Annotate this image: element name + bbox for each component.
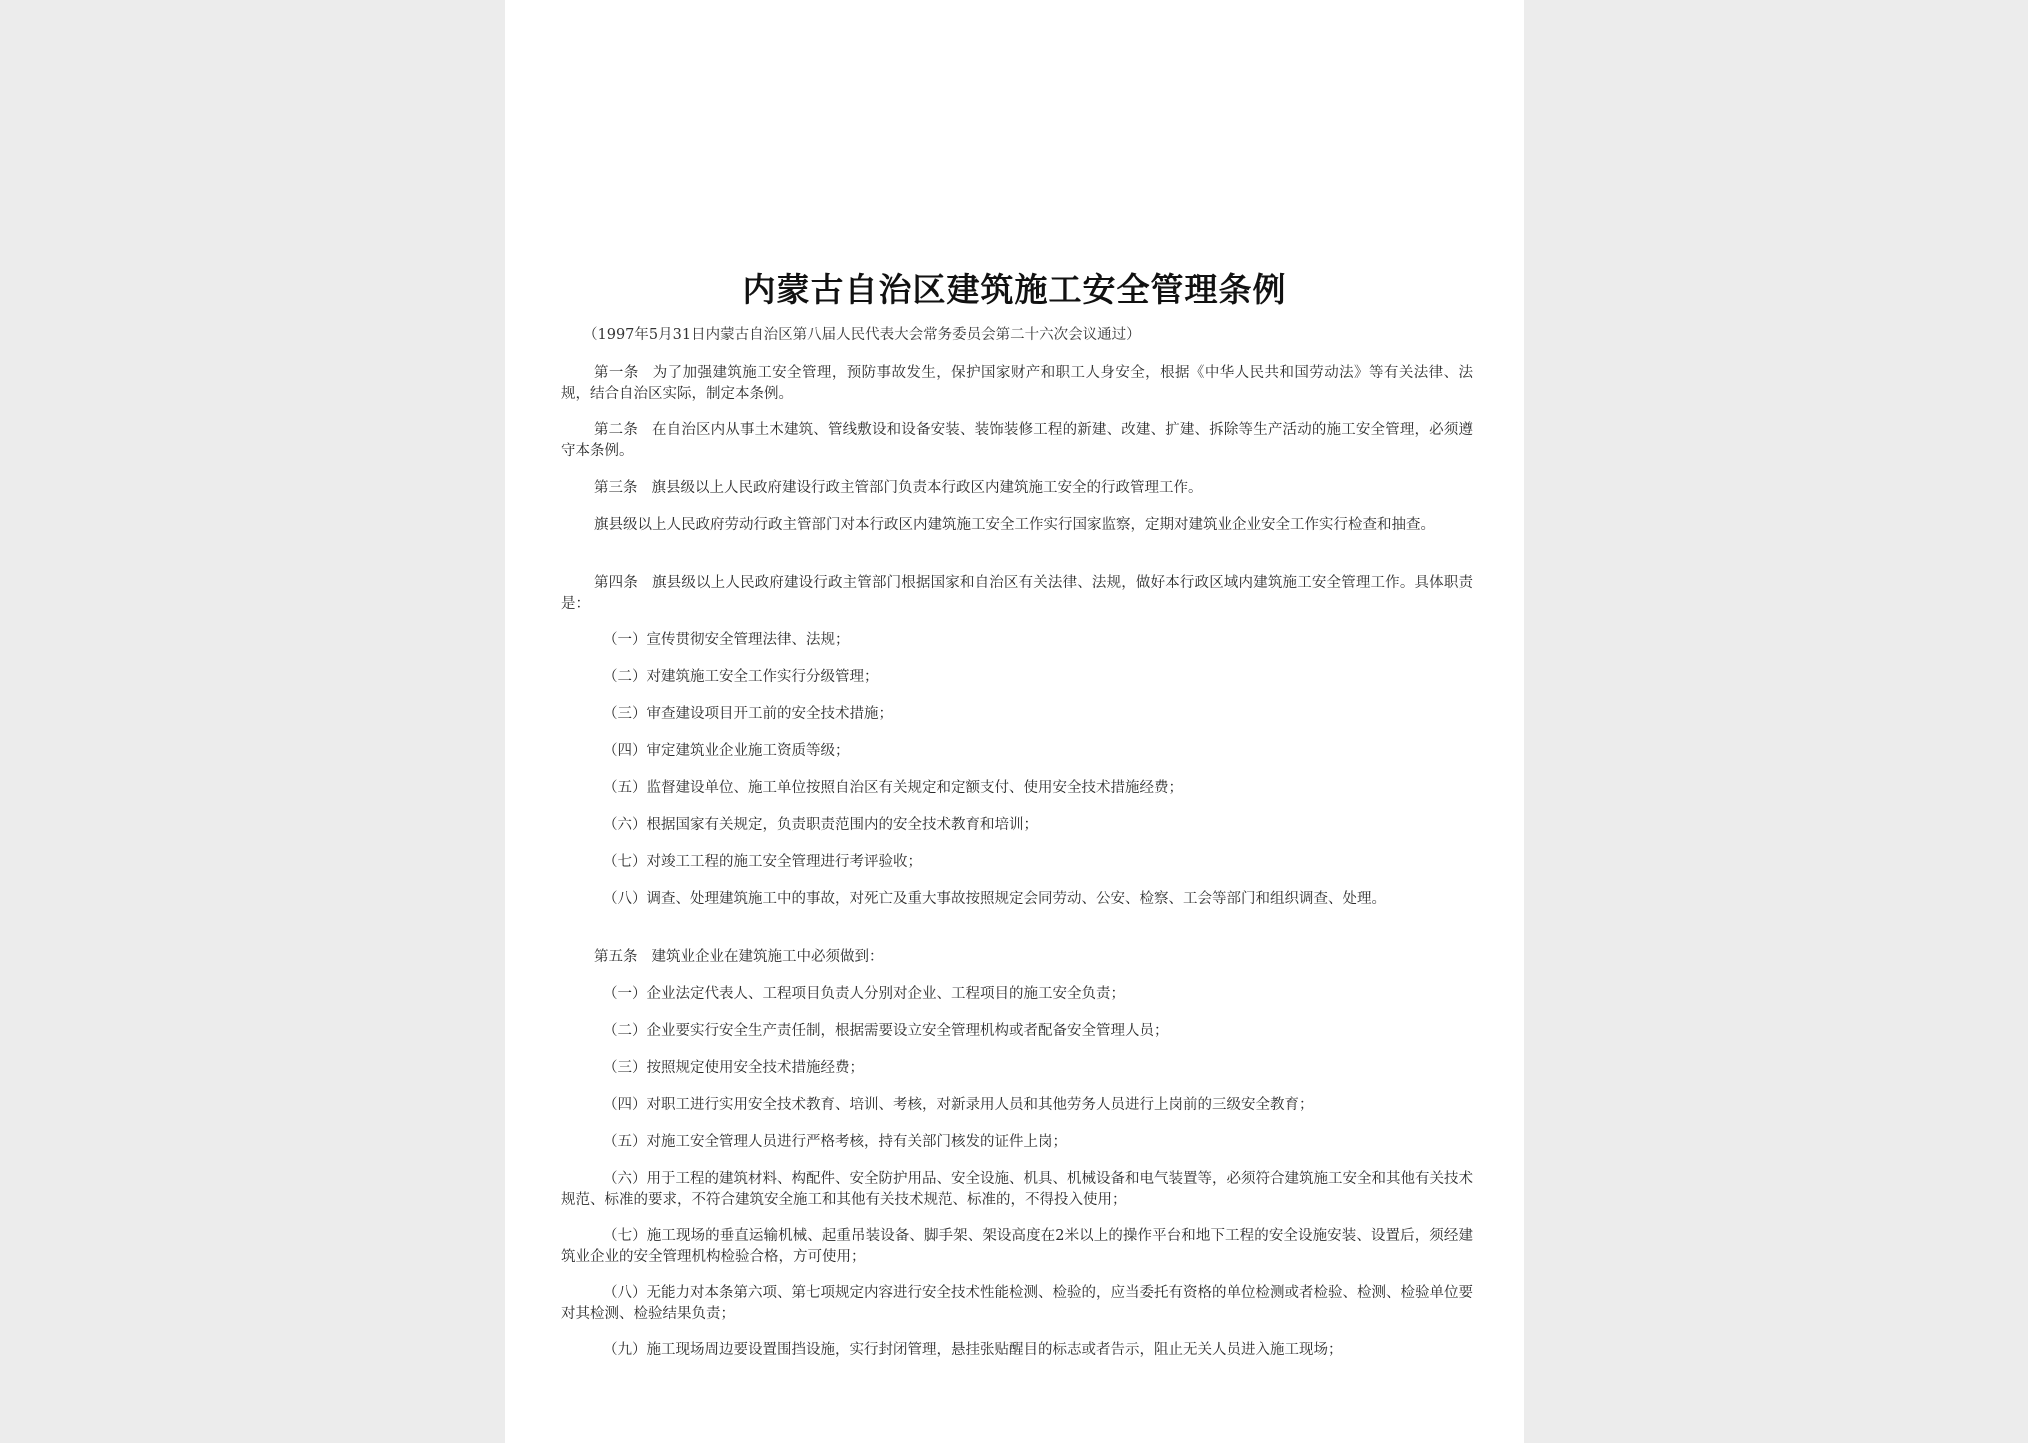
document-subtitle: （1997年5月31日内蒙古自治区第八届人民代表大会常务委员会第二十六次会议通过） [583,327,1141,343]
article-3-paragraph-2: 旗县级以上人民政府劳动行政主管部门对本行政区内建筑施工安全工作实行国家监察，定期对建筑业企业安全工作实行检查和抽查。 [594,517,1435,533]
article-text: 旗县级以上人民政府建设行政主管部门负责本行政区内建筑施工安全的行政管理工作。 [651,480,1203,496]
article-text: 建筑业企业在建筑施工中必须做到： [651,949,884,965]
article-1 [561,363,1473,405]
article-number: 第三条 [594,480,638,496]
article-5-item-9: （九）施工现场周边要设置围挡设施，实行封闭管理，悬挂张贴醒目的标志或者告示，阻止无关人员进入施工现场； [603,1342,1343,1358]
article-5-item-8: （八）无能力对本条第六项、第七项规定内容进行安全技术性能检测、检验的，应当委托有资格的单位检测或者检验、检测、检验单位要对其检测、检验结果负责； [561,1285,1473,1322]
article-4-item-8: （八）调查、处理建筑施工中的事故，对死亡及重大事故按照规定会同劳动、公安、检察、工会等部门和组织调查、处理。 [603,891,1386,907]
article-number: 第四条 [594,575,638,591]
article-5-item-7: （七）施工现场的垂直运输机械、起重吊装设备、脚手架、架设高度在2米以上的操作平台和地下工程的安全设施安装、设置后，须经建筑业企业的安全管理机构检验合格，方可使用； [561,1228,1473,1265]
article-4-item-4: （四）审定建筑业企业施工资质等级； [603,743,850,759]
article-5-item-4: （四）对职工进行实用安全技术教育、培训、考核，对新录用人员和其他劳务人员进行上岗前的三级安全教育； [603,1097,1314,1113]
article-4-item-5: （五）监督建设单位、施工单位按照自治区有关规定和定额支付、使用安全技术措施经费； [603,780,1183,796]
article-5-item-5: （五）对施工安全管理人员进行严格考核，持有关部门核发的证件上岗； [603,1134,1067,1150]
article-4 [561,573,1473,615]
article-5-item-2: （二）企业要实行安全生产责任制，根据需要设立安全管理机构或者配备安全管理人员； [603,1023,1169,1039]
article-4-item-1: （一）宣传贯彻安全管理法律、法规； [603,632,850,648]
article-text: 在自治区内从事土木建筑、管线敷设和设备安装、装饰装修工程的新建、改建、扩建、拆除等生产活动的施工安全管理，必须遵守本条例。 [561,422,1474,459]
document-page [505,0,1524,1443]
article-5-item-1: （一）企业法定代表人、工程项目负责人分别对企业、工程项目的施工安全负责； [603,986,1125,1002]
article-5-item-3: （三）按照规定使用安全技术措施经费； [603,1060,864,1076]
article-number: 第五条 [594,949,638,965]
article-5 [561,947,1473,968]
article-number: 第二条 [594,422,638,438]
article-text: 旗县级以上人民政府建设行政主管部门根据国家和自治区有关法律、法规，做好本行政区域内建筑施工安全管理工作。具体职责是： [561,575,1474,612]
article-4-item-2: （二）对建筑施工安全工作实行分级管理； [603,669,879,685]
article-4-item-6: （六）根据国家有关规定，负责职责范围内的安全技术教育和培训； [603,817,1038,833]
article-number: 第一条 [594,365,639,381]
article-5-item-6: （六）用于工程的建筑材料、构配件、安全防护用品、安全设施、机具、机械设备和电气装置等，必须符合建筑施工安全和其他有关技术规范、标准的要求，不符合建筑安全施工和其他有关技术规范、标准的，不得投入使用； [561,1171,1473,1208]
article-4-item-3: （三）审查建设项目开工前的安全技术措施； [603,706,893,722]
article-4-item-7: （七）对竣工工程的施工安全管理进行考评验收； [603,854,922,870]
article-3 [561,478,1473,499]
document-title: 内蒙古自治区建筑施工安全管理条例 [742,270,1287,309]
article-text: 为了加强建筑施工安全管理，预防事故发生，保护国家财产和职工人身安全，根据《中华人民共和国劳动法》等有关法律、法规，结合自治区实际，制定本条例。 [561,365,1473,402]
article-2 [561,420,1473,462]
